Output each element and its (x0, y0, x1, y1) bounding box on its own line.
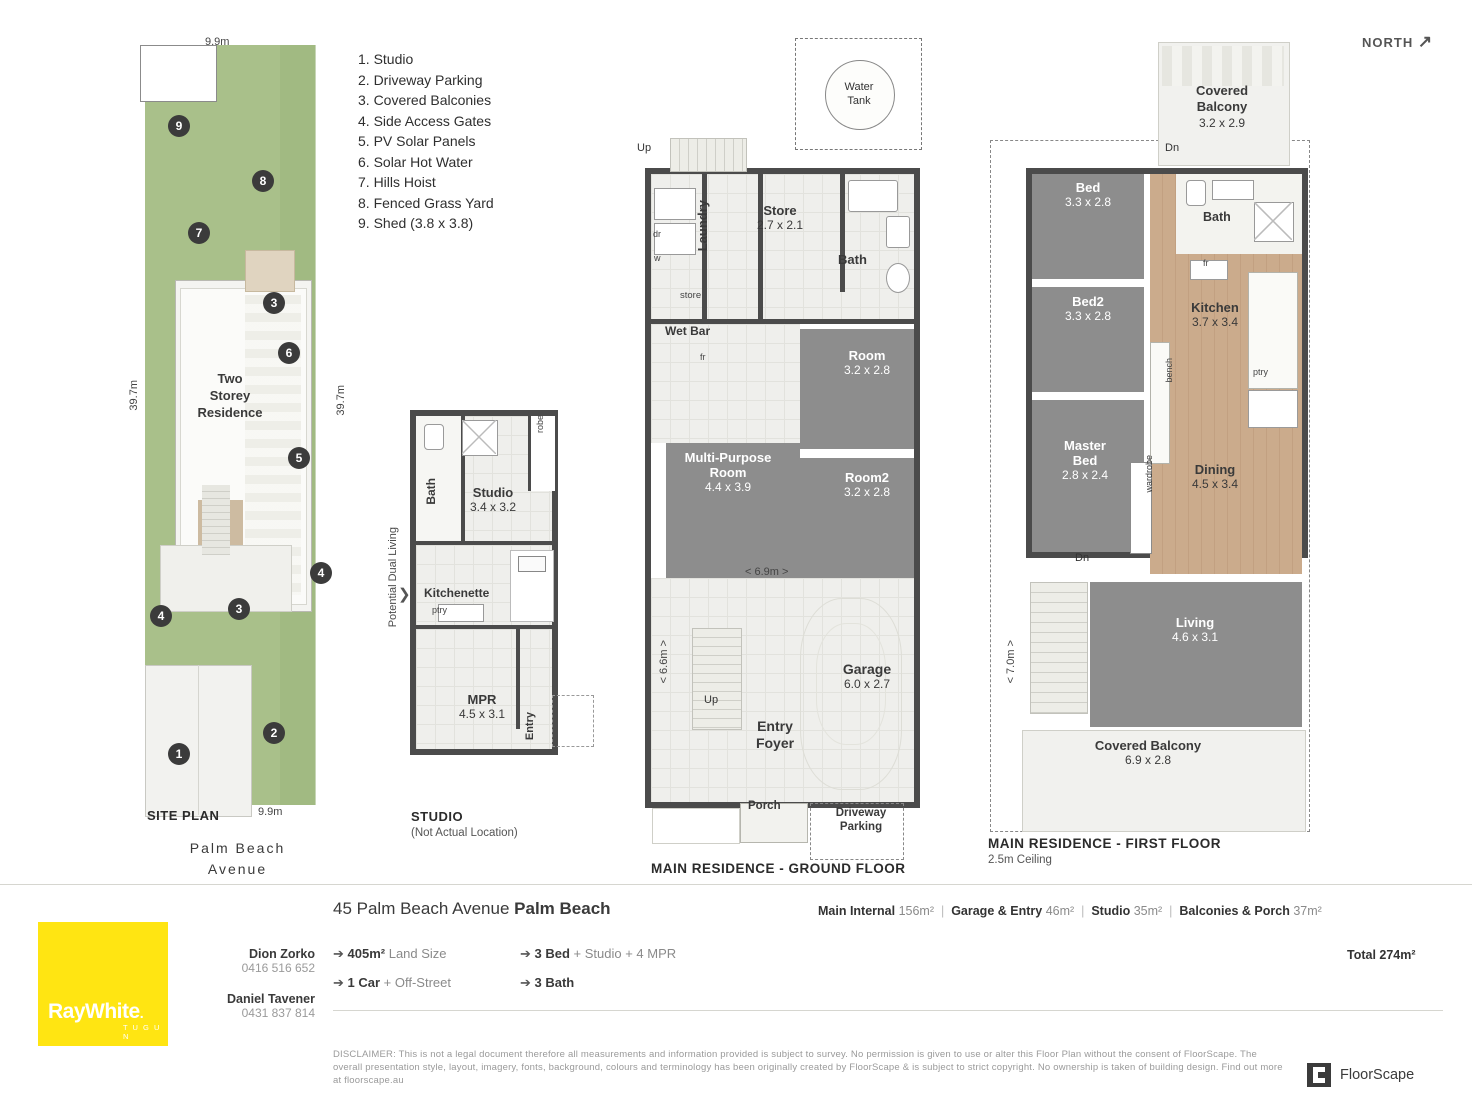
ff-kitchen-label: Kitchen 3.7 x 3.4 (1191, 300, 1239, 329)
site-marker-4a: 4 (310, 562, 332, 584)
stat-land-size: ➔ 405m² Land Size (333, 946, 447, 961)
site-dim-bottom: 9.9m (258, 806, 283, 818)
street-name-line1: Palm Beach (189, 840, 286, 856)
ff-bench-label: bench (1164, 358, 1174, 383)
footer-divider (0, 884, 1472, 885)
gf-width-dim: < 6.9m > (745, 566, 789, 578)
gf-fridge-label: fr (700, 352, 706, 362)
ff-bed1-label: Bed 3.3 x 2.8 (1064, 180, 1112, 209)
site-residence-line2: Storey (209, 388, 251, 403)
floorscape-wordmark: FloorScape (1340, 1067, 1415, 1083)
first-floor-plan (990, 42, 1310, 832)
site-marker-4b: 4 (150, 605, 172, 627)
ff-fridge-label: fr (1203, 258, 1209, 268)
ff-dn-top-label: Dn (1165, 142, 1180, 154)
legend-item: 4. Side Access Gates (358, 112, 492, 129)
ff-dining-label: Dining 4.5 x 3.4 (1191, 462, 1239, 491)
site-marker-6: 6 (278, 342, 300, 364)
gf-height-dim: < 6.6m > (658, 640, 670, 684)
gf-up-bottom-label: Up (704, 694, 719, 706)
street-name-line2: Avenue (207, 861, 268, 877)
gf-wet-bar-label: Wet Bar (665, 324, 711, 338)
site-dim-left: 39.7m (128, 380, 140, 411)
ff-pantry-label: ptry (1253, 367, 1269, 377)
brand-sub: T U G U N (123, 1023, 161, 1041)
gf-porch-label: Porch (748, 800, 781, 812)
brand-name: RayWhite. (48, 1000, 144, 1023)
property-address: 45 Palm Beach Avenue Palm Beach (333, 899, 611, 918)
area-breakdown: Main Internal 156m² | Garage & Entry 46m² | Studio 35m² | Balconies & Porch 37m² (818, 904, 1322, 918)
legend-item: 2. Driveway Parking (358, 71, 483, 88)
agent-name: Daniel Tavener (226, 992, 315, 1006)
studio-kitchenette-label: Kitchenette (424, 586, 490, 600)
legend-item: 8. Fenced Grass Yard (358, 194, 494, 211)
studio-room-label: Studio 3.4 x 3.2 (469, 485, 517, 514)
gf-room2-label: Room2 3.2 x 2.8 (843, 470, 891, 499)
north-arrow-icon: ↗ (1417, 32, 1434, 51)
studio-mpr-label: MPR 4.5 x 3.1 (458, 692, 506, 721)
ff-bath-label: Bath (1203, 210, 1231, 224)
gf-store-label: Store 2.7 x 2.1 (756, 203, 804, 232)
site-marker-3a: 3 (263, 292, 285, 314)
stat-car: ➔ 1 Car + Off-Street (333, 975, 451, 990)
gf-dryer-label: dr (653, 229, 662, 239)
first-floor-title: MAIN RESIDENCE - FIRST FLOOR (988, 836, 1221, 851)
site-residence-line1: Two (217, 371, 243, 386)
site-dim-top: 9.9m (205, 36, 230, 48)
legend-item: 9. Shed (3.8 x 3.8) (358, 215, 474, 231)
gf-driveway-parking-label: Driveway Parking (835, 807, 887, 833)
gf-garage-label: Garage 6.0 x 2.7 (842, 661, 892, 691)
agent-name: Dion Zorko (249, 947, 315, 961)
site-marker-1: 1 (168, 743, 190, 765)
site-marker-9: 9 (168, 115, 190, 137)
studio-bath-label: Bath (424, 478, 438, 505)
legend-item: 7. Hills Hoist (358, 174, 436, 190)
legend-item: 3. Covered Balconies (358, 92, 492, 108)
studio-robe-label: robe (535, 415, 545, 434)
ff-living-label: Living 4.6 x 3.1 (1171, 615, 1219, 644)
legend-list (358, 49, 558, 234)
ff-dn-mid-label: Dn (1075, 552, 1090, 564)
ff-covered-balcony2-label: Covered Balcony 6.9 x 2.8 (1094, 738, 1202, 767)
gf-room1-label: Room 3.2 x 2.8 (843, 348, 891, 377)
ff-wardrobe-label: wardrobe (1144, 455, 1154, 493)
site-marker-7: 7 (188, 222, 210, 244)
first-floor-subtitle: 2.5m Ceiling (988, 854, 1052, 866)
agent-1 (175, 947, 315, 975)
gf-entry-foyer-label: Entry Foyer (755, 718, 795, 751)
studio-title: STUDIO (411, 809, 464, 824)
site-residence-line3: Residence (197, 405, 263, 420)
site-marker-2: 2 (263, 722, 285, 744)
north-label: NORTH (1362, 35, 1414, 50)
water-tank-line1: Water (844, 81, 874, 93)
gf-laundry-label: Laundry (695, 200, 710, 252)
site-dim-right: 39.7m (335, 385, 347, 416)
gf-bath-label: Bath (838, 252, 867, 267)
rayhwhite-logo (38, 922, 168, 1046)
site-marker-8: 8 (252, 170, 274, 192)
site-marker-5: 5 (288, 447, 310, 469)
site-marker-3b: 3 (228, 598, 250, 620)
gf-multipurpose-label: Multi-Purpose Room 4.4 x 3.9 (684, 450, 772, 494)
stat-bed: ➔ 3 Bed + Studio + 4 MPR (520, 946, 677, 961)
site-plan-title: SITE PLAN (147, 808, 220, 823)
ff-covered-balcony-label: Covered Balcony 3.2 x 2.9 (1195, 83, 1249, 130)
gf-up-top-label: Up (637, 142, 652, 154)
studio-pantry-label: ptry (432, 605, 448, 615)
ff-height-dim: < 7.0m > (1005, 640, 1017, 684)
ground-floor-title: MAIN RESIDENCE - GROUND FLOOR (651, 861, 906, 876)
potential-dual-living-note: Potential Dual Living (387, 527, 399, 628)
water-tank-line2: Tank (847, 95, 871, 107)
north-indicator (1362, 32, 1433, 52)
agent-phone: 0416 516 652 (241, 961, 315, 975)
legend-item: 1. Studio (358, 51, 414, 67)
dual-living-arrow-icon: ❯ (398, 586, 411, 603)
disclaimer-text: DISCLAIMER: This is not a legal document therefore all measurements and information provided is subject to survey. No permission is given to use or alter this Floor Plan without the consent of FloorScape. The overall presentation style, layout, imagery, fonts, background, colours and terminology has been originally created by FloorScape & is subject to strict copyright. No ownership is taken of building design. Find out more at floorscape.au (333, 1049, 1283, 1086)
gf-store-cupboard-label: store (680, 290, 702, 301)
ff-bed2-label: Bed2 3.3 x 2.8 (1064, 294, 1112, 323)
ff-master-bed-label: Master Bed 2.8 x 2.4 (1061, 438, 1109, 482)
gf-washer-label: w (654, 253, 661, 263)
site-plan (140, 45, 340, 805)
studio-entry-label: Entry (524, 712, 536, 741)
agent-phone: 0431 837 814 (241, 1006, 315, 1020)
floorscape-icon (1307, 1063, 1331, 1087)
studio-subtitle: (Not Actual Location) (411, 827, 518, 839)
legend-item: 5. PV Solar Panels (358, 133, 476, 149)
disclaimer-divider (333, 1010, 1443, 1011)
legend-item: 6. Solar Hot Water (358, 153, 473, 170)
total-area: Total 274m² (1347, 948, 1416, 962)
agent-2 (155, 992, 315, 1020)
stat-bath: ➔ 3 Bath (520, 975, 575, 990)
